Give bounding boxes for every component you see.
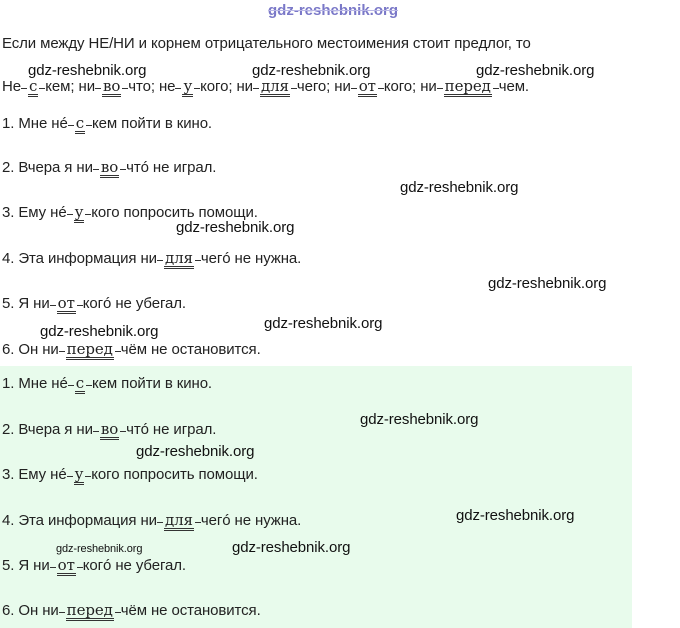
- watermark: gdz-reshebnik.org: [252, 62, 371, 79]
- preposition: перед: [444, 77, 491, 95]
- watermark: gdz-reshebnik.org: [136, 443, 255, 460]
- answer-6: 6. Он ни перед чём не остановится.: [2, 601, 261, 619]
- sentence-4: 4. Эта информация ни для чегó не нужна.: [2, 249, 302, 267]
- preposition: для: [164, 249, 193, 267]
- preposition: от: [57, 294, 75, 312]
- watermark: gdz-reshebnik.org: [400, 179, 519, 196]
- answer-1: 1. Мне нé с кем пойти в кино.: [2, 374, 213, 392]
- watermark: gdz-reshebnik.org: [56, 543, 143, 555]
- example-4: ни от кого;: [334, 77, 417, 95]
- answer-2: 2. Вчера я ни во чтó не играл.: [2, 420, 217, 438]
- preposition: с: [75, 374, 85, 392]
- example-0: Не с кем;: [2, 77, 75, 95]
- watermark: gdz-reshebnik.org: [176, 219, 295, 236]
- examples-line: [2, 77, 529, 97]
- preposition: во: [103, 77, 121, 95]
- example-5: ни перед чем.: [420, 77, 530, 95]
- top-watermark: gdz-reshebnik.org: [268, 2, 399, 19]
- sentence-6: 6. Он ни перед чём не остановится.: [2, 340, 261, 358]
- preposition: перед: [66, 601, 113, 619]
- answer-box: [0, 366, 632, 628]
- example-2: не у кого;: [159, 77, 233, 95]
- sentence-1: 1. Мне нé с кем пойти в кино.: [2, 114, 213, 132]
- preposition: для: [260, 77, 289, 95]
- sentence-2: 2. Вчера я ни во чтó не играл.: [2, 158, 217, 176]
- preposition: перед: [66, 340, 113, 358]
- watermark: gdz-reshebnik.org: [28, 62, 147, 79]
- preposition: от: [358, 77, 376, 95]
- watermark: gdz-reshebnik.org: [232, 539, 351, 556]
- answer-4: 4. Эта информация ни для чегó не нужна.: [2, 511, 302, 529]
- watermark: gdz-reshebnik.org: [456, 507, 575, 524]
- preposition: для: [164, 511, 193, 529]
- watermark: gdz-reshebnik.org: [488, 275, 607, 292]
- watermark: gdz-reshebnik.org: [40, 323, 159, 340]
- preposition: с: [75, 114, 85, 132]
- example-3: ни для чего;: [236, 77, 331, 95]
- answer-3: 3. Ему нé у кого попросить помощи.: [2, 465, 258, 483]
- preposition: во: [100, 158, 119, 176]
- preposition: у: [183, 77, 193, 95]
- watermark: gdz-reshebnik.org: [360, 411, 479, 428]
- preposition: у: [74, 465, 84, 483]
- preposition: у: [74, 203, 84, 221]
- preposition: с: [28, 77, 38, 95]
- preposition: от: [57, 556, 75, 574]
- answer-5: 5. Я ни от когó не убегал.: [2, 556, 186, 574]
- watermark: gdz-reshebnik.org: [264, 315, 383, 332]
- sentence-5: 5. Я ни от когó не убегал.: [2, 294, 186, 312]
- example-1: ни во что;: [78, 77, 155, 95]
- sentence-3: 3. Ему нé у кого попросить помощи.: [2, 203, 258, 221]
- rule-text: Если между НЕ/НИ и корнем отрицательного местоимения стоит предлог, то: [2, 35, 531, 52]
- preposition: во: [100, 420, 119, 438]
- watermark: gdz-reshebnik.org: [476, 62, 595, 79]
